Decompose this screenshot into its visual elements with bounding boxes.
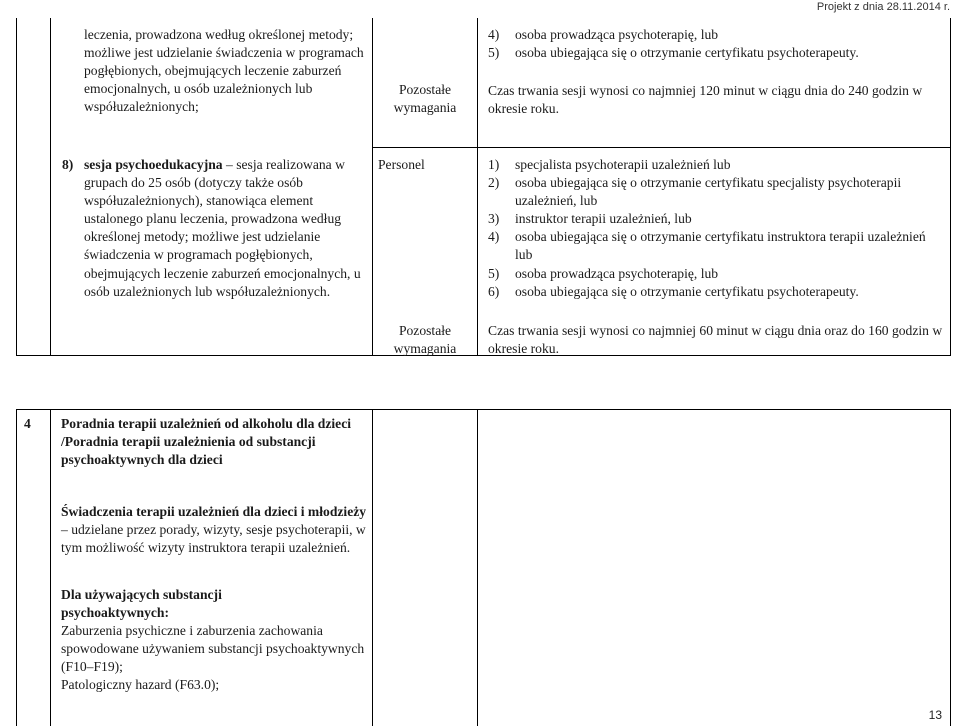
table-border-col3 xyxy=(477,18,478,356)
list-item-number: 2) xyxy=(488,175,500,191)
row-divider xyxy=(372,147,951,148)
list-item xyxy=(488,265,938,283)
list-item xyxy=(488,210,938,228)
service-description-continued: leczenia, prowadzona według określonej metody; możliwe jest udzielanie świadczenia w programach pogłębionych, obejmujących leczenie zaburzeń emocjonalnych, u osób uzależnionych lub współuzależnionych; xyxy=(84,27,364,115)
clinic-services xyxy=(61,503,367,557)
list-item xyxy=(488,174,938,210)
list-item xyxy=(488,156,938,174)
diagnosis-line: Patologiczny hazard (F63.0); xyxy=(61,677,220,693)
session-duration: Czas trwania sesji wynosi co najmniej 60 minut w ciągu dnia oraz do 160 godzin w okresie roku. xyxy=(488,323,943,357)
list-item-number: 4) xyxy=(488,229,500,245)
list-item-text: osoba ubiegająca się o otrzymanie certyfikatu psychoterapeuty. xyxy=(515,283,859,299)
table2-border-col1 xyxy=(50,409,51,726)
table-border-left xyxy=(16,18,17,356)
list-item-number: 5) xyxy=(488,45,500,61)
diagnosis-line: Zaburzenia psychiczne i zaburzenia zachowania spowodowane używaniem substancji psychoaktywnych (F10–F19); xyxy=(61,623,365,675)
section-number: 4 xyxy=(24,416,31,431)
row-divider xyxy=(16,409,951,410)
list-item-number: 3) xyxy=(488,211,500,227)
other-requirements-label: Pozostałe wymagania xyxy=(393,323,457,357)
table2-border-col2 xyxy=(372,409,373,726)
list-item xyxy=(488,26,948,44)
table2-border-right xyxy=(950,409,951,726)
personnel-list xyxy=(488,156,938,301)
services-description: – udzielane przez porady, wizyty, sesje psychoterapii, w tym możliwość wizyty instruktora terapii uzależnień. xyxy=(61,522,366,556)
list-item-number: 5) xyxy=(488,265,500,281)
services-heading: Świadczenia terapii uzależnień dla dzieci i młodzieży xyxy=(61,504,367,519)
list-item xyxy=(488,283,938,301)
requirements-list xyxy=(488,26,948,62)
list-item-text: instruktor terapii uzależnień, lub xyxy=(515,211,692,227)
list-item-number: 1) xyxy=(488,157,500,172)
project-date-header: Projekt z dnia 28.11.2014 r. xyxy=(816,1,950,13)
list-item-number: 6) xyxy=(488,283,500,299)
session-duration: Czas trwania sesji wynosi co najmniej 120 minut w ciągu dnia do 240 godzin w okresie roku. xyxy=(488,83,923,117)
table-border-col1 xyxy=(50,18,51,356)
table-border-right xyxy=(950,18,951,356)
table2-border-left xyxy=(16,409,17,726)
list-item-text: osoba ubiegająca się o otrzymanie certyfikatu psychoterapeuty. xyxy=(515,45,859,61)
list-item-text: osoba ubiegająca się o otrzymanie certyfikatu specjalisty psychoterapii uzależnień, lub xyxy=(515,175,902,209)
list-item xyxy=(488,44,948,62)
diagnosis-text xyxy=(61,622,369,694)
clinic-name: Poradnia terapii uzależnień od alkoholu dla dzieci /Poradnia terapii uzależnienia od substancji psychoaktywnych dla dzieci xyxy=(61,416,352,468)
table2-border-col3 xyxy=(477,409,478,726)
list-item xyxy=(488,228,938,264)
list-item-text: specjalista psychoterapii uzależnień lub xyxy=(515,157,731,172)
page-number: 13 xyxy=(928,708,942,722)
service-8 xyxy=(62,156,368,301)
table-border-col2 xyxy=(372,18,373,356)
service-number: 8) xyxy=(62,157,74,172)
service-description: – sesja realizowana w grupach do 25 osób (dotyczy także osób współuzależnionych), stanowiąca element ustalonego planu leczenia, prowadzona według określonej metody; możliwe jest udzielanie świadczenia w programach pogłębionych, obejmujących leczenie zaburzeń emocjonalnych, u osób uzależnionych lub współuzależnionych. xyxy=(84,157,361,299)
users-heading: Dla używających substancji psychoaktywnych: xyxy=(61,587,222,621)
list-item-number: 4) xyxy=(488,27,500,42)
list-item-text: osoba ubiegająca się o otrzymanie certyfikatu instruktora terapii uzależnień lub xyxy=(515,229,926,263)
other-requirements-label: Pozostałe wymagania xyxy=(393,82,457,116)
list-item-text: osoba prowadząca psychoterapię, lub xyxy=(515,265,719,281)
list-item-text: osoba prowadząca psychoterapię, lub xyxy=(515,27,719,42)
service-title: sesja psychoedukacyjna xyxy=(84,157,223,172)
personnel-label: Personel xyxy=(378,157,425,172)
